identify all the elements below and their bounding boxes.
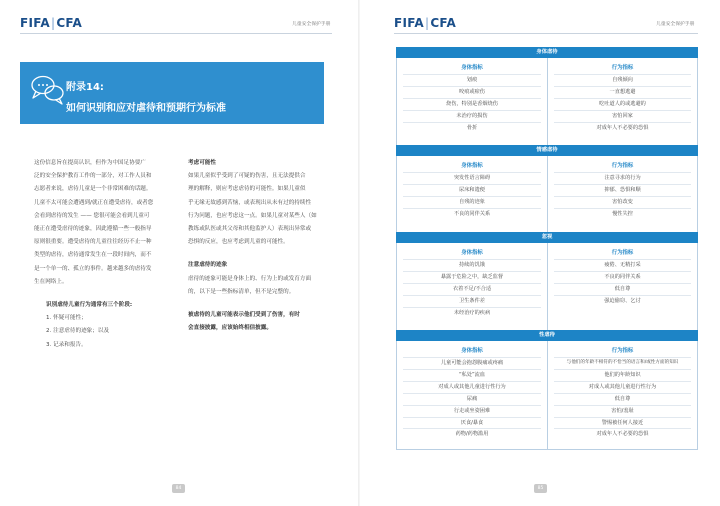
paragraph-line: 泛的安全保护教育工作的一部分，对工作人员和 [34, 173, 152, 180]
indicator-title: 行为指标 [554, 161, 691, 173]
indicator-item: 突发性语言障碍 [403, 173, 541, 185]
paragraph-line: 能正在遭受虐待的迹象，因此遵循一些一般指导 [34, 226, 152, 233]
behavioral-indicators [547, 156, 697, 232]
body-column-1 [34, 157, 182, 352]
stage-item: 3. 记录和报告。 [46, 341, 87, 348]
stages-heading: 识别虐待儿童行为通常有三个阶段: [46, 302, 133, 309]
indicator-item: 尿痛 [403, 394, 541, 406]
fifa-cfa-logo: FIFA|CFA [394, 16, 457, 30]
indicator-item: 对成人或其他儿童进行性行为 [403, 382, 541, 394]
paragraph-line: 这份信息旨在提高认识，但作为中国足协要广 [34, 160, 146, 166]
emphasis-line: 被虐待的儿童可能表示他们受到了伤害，有时 [188, 312, 300, 319]
section-heading: 考虑可能性 [188, 160, 216, 166]
indicator-item: 与他们的年龄不相符的不恰当的语言和/或性方面的知识 [554, 358, 691, 370]
fifa-cfa-logo: FIFA|CFA [20, 16, 83, 30]
indicators-table [396, 47, 698, 450]
indicator-item: 自残的迹象 [403, 197, 541, 209]
indicator-item: 尿床和遗便 [403, 185, 541, 197]
physical-indicators [397, 58, 547, 145]
indicator-title: 行为指标 [554, 63, 691, 75]
indicator-item: 警惕被任何人接近 [554, 418, 691, 430]
paragraph-line: 理的解释，则应考虑虐待的可能性。如果儿童似 [188, 186, 306, 193]
behavioral-indicators [547, 341, 697, 449]
physical-indicators [397, 156, 547, 232]
indicator-item: 划痕 [403, 75, 541, 87]
paragraph-line: 会看到虐待的发生 —— 您很可能会看到儿童可 [34, 212, 150, 219]
indicator-item: 自残倾向 [554, 75, 691, 87]
paragraph-line: 的，以下是一些指标清单，但不是完整的。 [188, 288, 295, 295]
indicator-item: 注意寻求的行为 [554, 173, 691, 185]
indicator-title: 行为指标 [554, 346, 691, 358]
indicator-item: 药物/药物滥用 [455, 431, 489, 438]
paragraph-line: 行为问题，也应考虑这一点。如果儿童对某些人（如 [188, 212, 317, 219]
paragraph-line: 生在网络上。 [34, 278, 68, 285]
indicator-title: 身体指标 [403, 161, 541, 173]
paragraph-line: 志愿者来说，虐待儿童是一个非常困难的话题。 [34, 186, 152, 193]
indicator-title: 身体指标 [403, 63, 541, 75]
section-header-emotional: 情感虐待 [396, 145, 698, 156]
indicator-item: 烧伤，特别是香烟烧伤 [403, 99, 541, 111]
indicator-item: “私处”流血 [403, 370, 541, 382]
indicator-item: 不良的同伴关系 [453, 210, 491, 217]
body-column-2 [188, 157, 338, 335]
section-body [396, 341, 698, 450]
indicator-title: 身体指标 [403, 346, 541, 358]
stage-item: 2. 注意虐待的迹象；以及 [46, 328, 110, 335]
emphasis-line: 会直接披露，应该始终相信披露。 [188, 325, 272, 332]
appendix-banner [20, 62, 324, 124]
section-header-sexual: 性虐待 [396, 330, 698, 341]
indicator-item: 吃吐道人的或逃避的 [554, 99, 691, 111]
behavioral-indicators [547, 243, 697, 330]
header-title: 儿童安全保护手册 [656, 22, 695, 27]
paragraph-line: 如果儿童似乎受到了可疑的伤害，且无法提供合 [188, 173, 306, 180]
indicator-title: 行为指标 [554, 248, 691, 260]
indicator-item: 不良的同伴关系 [554, 272, 691, 284]
indicator-item: 害怕改变 [554, 197, 691, 209]
indicator-item: 对成人或其他儿童进行性行为 [554, 382, 691, 394]
section-body [396, 58, 698, 145]
indicator-item: 低自尊 [554, 394, 691, 406]
indicator-item: 厌食/暴食 [403, 418, 541, 430]
stage-item: 1. 怀疑可能性； [46, 315, 87, 322]
indicator-item: 儿童可能会抱怨腹痛或疼痛 [403, 358, 541, 370]
header-divider [394, 33, 698, 34]
indicator-item: 卫生条件差 [403, 296, 541, 308]
appendix-label: 附录14: [66, 82, 104, 93]
indicator-item: 对成年人不必要的恐惧 [596, 431, 649, 438]
indicator-item: 害怕回家 [554, 111, 691, 123]
page-number: 85 [534, 484, 547, 493]
page-number: 84 [172, 484, 185, 493]
indicator-item: 慢性失控 [612, 210, 633, 217]
appendix-title: 如何识别和应对虐待和预期行为标准 [66, 103, 226, 114]
paragraph-line: 虐待的迹象可能是身体上的、行为上的或发育方面 [188, 275, 312, 282]
paragraph-line: 原则很重要。遭受虐待的儿童往往经历不止一种 [34, 239, 152, 246]
paragraph-line: 恐惧的反应，也应考虑到儿童的可能性。 [188, 239, 289, 246]
indicator-item: 暴露于危险之中，缺乏监督 [403, 272, 541, 284]
indicator-item: 抑郁、恐惧和顺 [554, 185, 691, 197]
indicator-item: 行走或坐姿困难 [403, 406, 541, 418]
indicator-item: 咬痕或瘀伤 [403, 87, 541, 99]
section-body [396, 156, 698, 232]
indicator-item: 强迫偷窃、乞讨 [604, 297, 641, 304]
right-page [360, 0, 720, 506]
paragraph-line: 是一个单一的、孤立的事件。越来越多的虐待发 [34, 265, 152, 272]
indicator-item: 骨折 [466, 124, 478, 131]
paragraph-line: 教练或队医或其父母和其他监护人）表现出异常或 [188, 226, 312, 233]
section-header-neglect: 忽视 [396, 232, 698, 243]
indicator-item: 未经治疗的疾病 [453, 309, 491, 316]
physical-indicators [397, 341, 547, 449]
indicator-item: 他们的年龄知识 [554, 370, 691, 382]
indicator-item: 对成年人不必要的恐惧 [596, 124, 649, 131]
header-divider [20, 33, 332, 34]
chat-bubbles-icon [29, 72, 67, 108]
paragraph-line: 儿童不太可能会遭遇到/就正在遭受虐待，或者您 [34, 199, 154, 206]
indicator-item: 一直想逃避 [554, 87, 691, 99]
section-body [396, 243, 698, 330]
indicator-title: 身体指标 [403, 248, 541, 260]
indicator-item: 害怕/羞耻 [554, 406, 691, 418]
paragraph-line: 类型的虐待，虐待通常发生在一段时间内，而不 [34, 252, 152, 259]
physical-indicators [397, 243, 547, 330]
indicator-item: 未治疗的损伤 [403, 111, 541, 123]
indicator-item: 衣着不足/不合适 [403, 284, 541, 296]
indicator-item: 持续的饥饿 [403, 260, 541, 272]
paragraph-line: 乎无缘无故感到苦恼，或表现出从未有过的持续性 [188, 199, 312, 206]
header-title: 儿童安全保护手册 [292, 22, 331, 27]
indicator-item: 低自尊 [554, 284, 691, 296]
section-header-physical: 身体虐待 [396, 47, 698, 58]
section-heading: 注意虐待的迹象 [188, 262, 228, 269]
behavioral-indicators [547, 58, 697, 145]
indicator-item: 疲倦、无精打采 [554, 260, 691, 272]
